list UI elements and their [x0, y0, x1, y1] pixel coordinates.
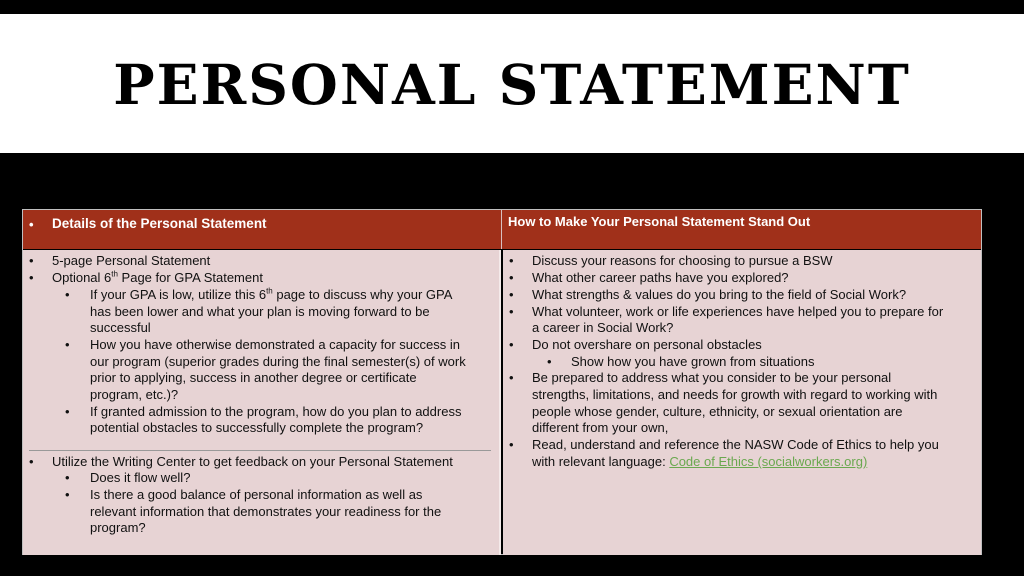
list-item: 5-page Personal Statement	[52, 253, 211, 268]
bullet: •	[509, 253, 514, 268]
bullet: •	[509, 287, 514, 302]
list-item-line: strengths, limitations, and needs for growth with regard to working with	[532, 387, 938, 402]
sub-bullet: •	[65, 470, 70, 485]
sub-list-item-line: relevant information that demonstrates your readiness for the	[90, 504, 442, 519]
list-item: What other career paths have you explored?	[532, 270, 789, 285]
list-item: What strengths & values do you bring to the field of Social Work?	[532, 287, 907, 302]
bullet: •	[509, 270, 514, 285]
sub-list-item: Does it flow well?	[90, 470, 191, 485]
sub-bullet: •	[547, 354, 552, 369]
list-item: Do not overshare on personal obstacles	[532, 337, 762, 352]
bullet: •	[29, 270, 34, 285]
sub-list-item-line: program?	[90, 520, 146, 535]
divider	[29, 450, 491, 451]
sub-list-item-line: successful	[90, 320, 151, 335]
content-table	[22, 209, 982, 555]
right-header-text: How to Make Your Personal Statement Stand Out	[508, 214, 811, 229]
sub-bullet: •	[65, 404, 70, 419]
list-item: Discuss your reasons for choosing to pursue a BSW	[532, 253, 833, 268]
list-item-line: people whose gender, culture, ethnicity, or sexual orientation are	[532, 404, 903, 419]
code-of-ethics-link[interactable]: Code of Ethics (socialworkers.org)	[669, 454, 868, 469]
bullet: •	[509, 304, 514, 319]
sub-bullet: •	[65, 337, 70, 352]
list-item-line: with relevant language: Code of Ethics (socialworkers.org)	[532, 454, 868, 469]
sub-list-item: Is there a good balance of personal information as well as	[90, 487, 423, 502]
list-item: Be prepared to address what you consider to be your personal	[532, 370, 892, 385]
bullet: •	[29, 454, 34, 469]
left-column-header	[23, 210, 502, 249]
right-column-cell	[503, 250, 981, 555]
bullet: •	[29, 217, 34, 232]
sub-list-item: If your GPA is low, utilize this 6th page to discuss why your GPA	[90, 286, 453, 302]
sub-list-item-line: program, etc.)?	[90, 387, 179, 402]
sub-bullet: •	[65, 287, 70, 302]
sub-list-item: If granted admission to the program, how do you plan to address	[90, 404, 462, 419]
sub-list-item-line: potential obstacles to successfully complete the program?	[90, 420, 424, 435]
left-header-text: Details of the Personal Statement	[52, 216, 267, 231]
bullet: •	[29, 253, 34, 268]
list-item: Utilize the Writing Center to get feedback on your Personal Statement	[52, 454, 453, 469]
list-item-line: different from your own,	[532, 420, 669, 435]
list-item-line: a career in Social Work?	[532, 320, 674, 335]
list-item: Read, understand and reference the NASW Code of Ethics to help you	[532, 437, 939, 452]
bullet: •	[509, 370, 514, 385]
title-band	[0, 14, 1024, 153]
sub-list-item: Show how you have grown from situations	[571, 354, 815, 369]
sub-list-item: How you have otherwise demonstrated a capacity for success in	[90, 337, 460, 352]
list-item: Optional 6th Page for GPA Statement	[52, 269, 263, 285]
bullet: •	[509, 437, 514, 452]
left-column-cell	[23, 250, 501, 555]
right-column-header	[502, 210, 981, 249]
sub-list-item-line: our program (superior grades during the final semester(s) of work	[90, 354, 466, 369]
sub-list-item-line: prior to applying, success in another degree or certificate	[90, 370, 417, 385]
slide-title: PERSONAL STATEMENT	[113, 52, 911, 117]
sub-bullet: •	[65, 487, 70, 502]
bullet: •	[509, 337, 514, 352]
sub-list-item-line: has been lower and what your plan is moving forward to be	[90, 304, 430, 319]
list-item: What volunteer, work or life experiences have helped you to prepare for	[532, 304, 944, 319]
